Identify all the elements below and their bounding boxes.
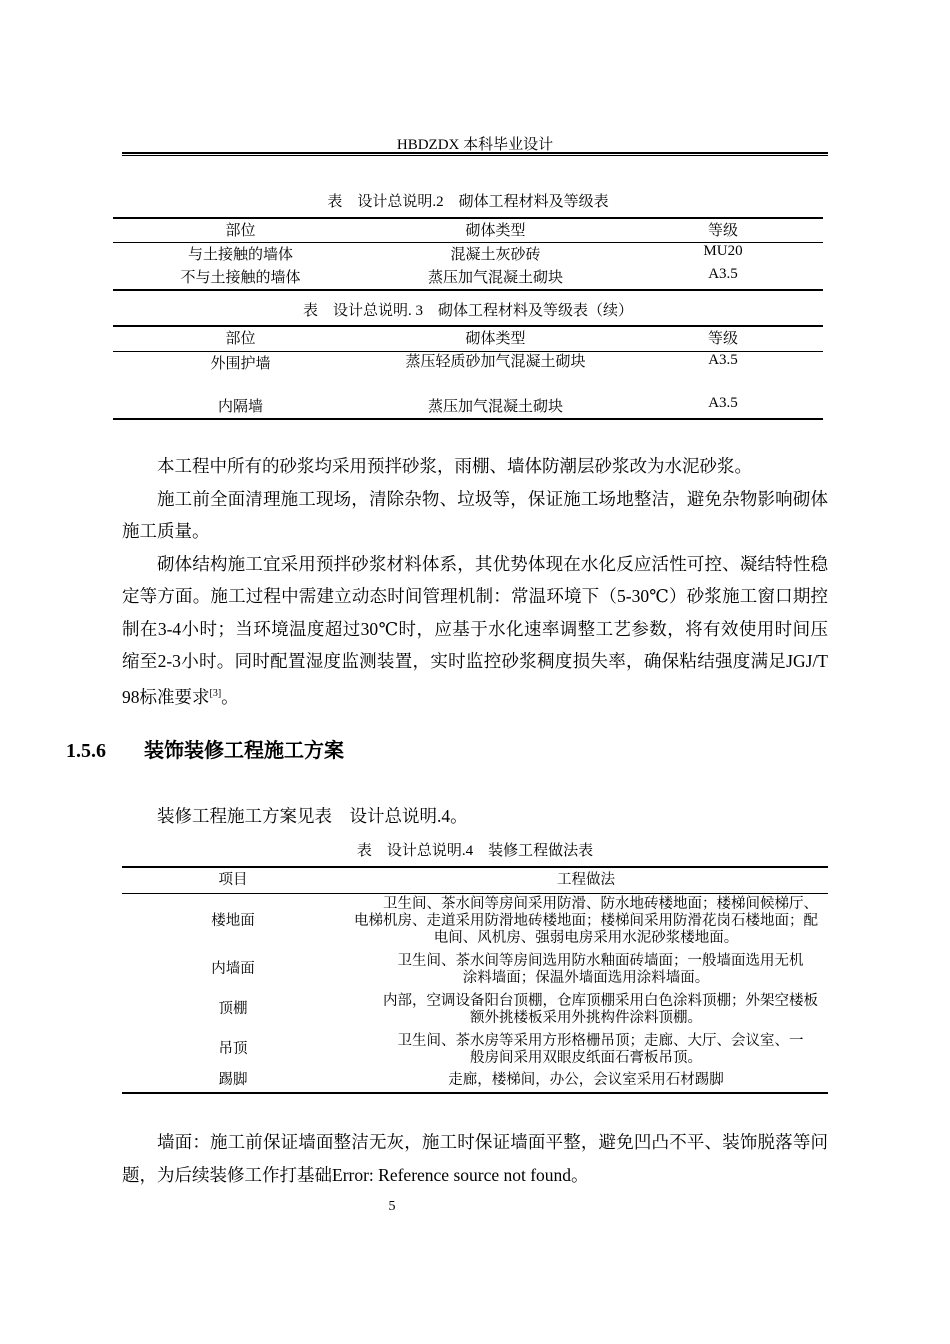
cell: [344, 950, 828, 990]
col-header: 砌体类型: [368, 326, 623, 351]
paragraph: 墙面：施工前保证墙面整洁无灰，施工时保证墙面平整，避免凹凸不平、装饰脱落等问题，为后续装修工作打基础Error: Reference source not found。: [122, 1132, 828, 1185]
cell-text: 卫生间、茶水间等房间采用防滑、防水地砖楼地面；楼梯间候梯厅、电梯机房、走道采用防滑地砖楼地面；楼梯间采用防滑花岗石楼地面；配电间、风机房、强弱电房采用水泥砂浆楼地面。: [354, 895, 818, 946]
cell: [344, 893, 828, 950]
cell: A3.5: [708, 351, 738, 368]
paragraph: [122, 548, 828, 713]
body-text: [122, 450, 828, 713]
col-header: 部位: [113, 326, 368, 351]
table2-caption: 表 设计总说明.2 砌体工程材料及等级表: [327, 194, 609, 210]
cell-text: 卫生间、茶水间等房间选用防水釉面砖墙面；一般墙面选用无机涂料墙面；保温外墙面选用涂料墙面。: [397, 952, 804, 986]
table2: [113, 217, 823, 291]
table-row: [113, 266, 823, 290]
table-row: [113, 351, 823, 395]
col-header: 项目: [122, 867, 344, 893]
cell: MU20: [703, 242, 743, 259]
cell: 内隔墙: [217, 399, 263, 415]
col-header: 等级: [623, 218, 823, 242]
col-header: 等级: [623, 326, 823, 351]
table-row: [122, 893, 828, 950]
section-title: 装饰装修工程施工方案: [144, 740, 344, 762]
col-header: 工程做法: [344, 867, 828, 893]
table3-caption: 表 设计总说明. 3 砌体工程材料及等级表（续）: [302, 303, 633, 319]
table-row: [113, 242, 823, 266]
table-row: [122, 1070, 828, 1093]
section-heading: [66, 734, 344, 763]
paragraph: 本工程中所有的砂浆均采用预拌砂浆，雨棚、墙体防潮层砂浆改为水泥砂浆。: [157, 456, 752, 476]
cell: [368, 351, 623, 395]
table3: [113, 325, 823, 420]
cell-text: 内部，空调设备阳台顶棚，仓库顶棚采用白色涂料顶棚；外架空楼板额外挑楼板采用外挑构件涂料顶棚。: [383, 992, 818, 1026]
intro-text: [122, 800, 828, 833]
paragraph: 装修工程施工方案见表 设计总说明.4。: [157, 806, 468, 826]
closing-text: [122, 1126, 828, 1191]
running-header: HBDZDX 本科毕业设计: [396, 137, 554, 153]
cell: 外围护墙: [210, 355, 271, 372]
header-rule: [122, 152, 828, 156]
cell: 走廊，楼梯间，办公，会议室采用石材踢脚: [448, 1072, 724, 1088]
cell: 蒸压加气混凝土砌块: [427, 270, 563, 286]
cell: 不与土接触的墙体: [180, 270, 301, 286]
table4: [122, 866, 828, 1094]
cell: [344, 1030, 828, 1070]
cell: 与土接触的墙体: [187, 246, 293, 263]
table-row: [122, 990, 828, 1030]
cell: 楼地面: [211, 913, 255, 929]
col-header: 砌体类型: [368, 218, 623, 242]
citation: [3]: [209, 687, 222, 699]
paragraph-text: 砌体结构施工宜采用预拌砂浆材料体系，其优势体现在水化反应活性可控、凝结特性稳定等方面。施工过程中需建立动态时间管理机制：常温环境下（5-30℃）砂浆施工窗口期控制在3-4小时；当环境温度超过30℃时，应基于水化速率调整工艺参数，将有效使用时间压缩至2-3小时。同时配置湿度监测装置，实时监控砂浆稠度损失率，确保粘结强度满足JGJ/T 98标准要求: [122, 553, 828, 707]
cell: A3.5: [708, 395, 738, 411]
col-header: 部位: [113, 218, 368, 242]
table4-caption: 表 设计总说明.4 装修工程做法表: [356, 843, 594, 859]
cell: A3.5: [708, 266, 738, 282]
paragraph-end: 。: [221, 686, 239, 707]
cell: 蒸压加气混凝土砌块: [427, 399, 563, 415]
page-number: 5: [388, 1199, 396, 1214]
table-row: [113, 395, 823, 419]
table-row: [122, 1030, 828, 1070]
section-number: 1.5.6: [66, 740, 106, 762]
cell: 踢脚: [218, 1072, 248, 1088]
paragraph: 施工前全面清理施工现场，清除杂物、垃圾等，保证施工场地整洁，避免杂物影响砌体施工质量。: [122, 488, 828, 541]
cell: 吊顶: [218, 1041, 248, 1057]
cell-text: 卫生间、茶水房等采用方形格栅吊顶；走廊、大厅、会议室、一般房间采用双眼皮纸面石膏板吊顶。: [397, 1032, 804, 1066]
cell: [344, 990, 828, 1030]
cell: 内墙面: [211, 961, 255, 977]
cell: 顶棚: [218, 1001, 248, 1017]
cell: 混凝土灰砂砖: [450, 246, 541, 263]
table-row: [122, 950, 828, 990]
cell-text: 蒸压轻质砂加气混凝土砌块: [405, 353, 586, 370]
